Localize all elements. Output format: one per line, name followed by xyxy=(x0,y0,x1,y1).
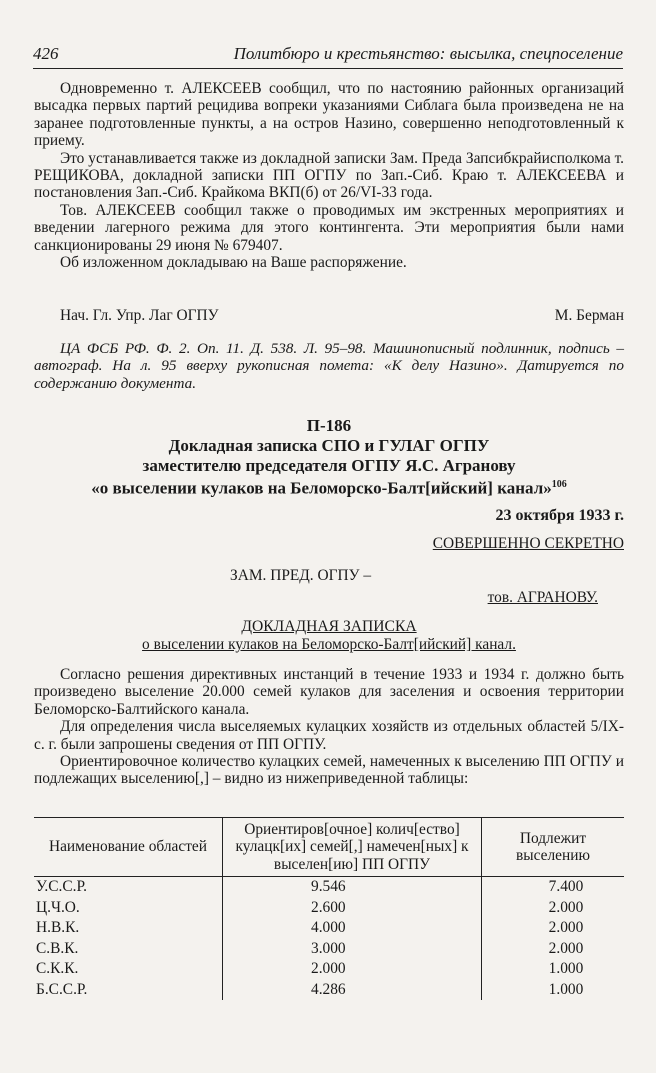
document-date: 23 октября 1933 г. xyxy=(495,507,624,524)
cell-to-evict: 2.000 xyxy=(548,919,584,937)
table-row xyxy=(34,980,624,1001)
document-title-line-3 xyxy=(34,475,624,498)
table-row xyxy=(34,877,624,898)
evictions-table xyxy=(34,817,624,1000)
top-text-block xyxy=(34,80,624,271)
cell-to-evict: 2.000 xyxy=(548,898,584,916)
cell-estimated: 3.000 xyxy=(223,939,482,960)
document-title xyxy=(34,436,624,498)
cell-estimated: 2.600 xyxy=(223,898,482,919)
table-row xyxy=(34,939,624,960)
header-estimated-count: Ориентиров[очное] колич[ество] кулацк[их] семей[,] намечен[ных] к выселен[ию] ПП ОГПУ xyxy=(223,818,482,877)
cell-region: С.К.К. xyxy=(36,960,79,978)
running-title: Политбюро и крестьянство: высылка, спецпоселение xyxy=(233,44,623,63)
memo-title: ДОКЛАДНАЯ ЗАПИСКА xyxy=(241,618,417,635)
table-row xyxy=(34,918,624,939)
paragraph: Одновременно т. АЛЕКСЕЕВ сообщил, что по настоянию районных организаций высадка первых партий рецидива вопреки указаниями Сиблага была произведена не на заранее подготовленные пункты, а на остров Назино, совершенно неподготовленный к приему. xyxy=(34,80,624,150)
body-text-block xyxy=(34,666,624,788)
cell-region: У.С.С.Р. xyxy=(36,878,87,896)
header-region: Наименование областей xyxy=(34,818,223,877)
signature-line xyxy=(60,307,624,325)
signature-position: Нач. Гл. Упр. Лаг ОГПУ xyxy=(60,307,219,324)
cell-region: С.В.К. xyxy=(36,939,79,957)
cell-estimated: 9.546 xyxy=(223,877,482,898)
paragraph: Об изложенном докладываю на Ваше распоряжение. xyxy=(60,254,407,272)
document-title-line: Докладная записка СПО и ГУЛАГ ОГПУ xyxy=(168,436,490,455)
paragraph: Согласно решения директивных инстанций в течение 1933 и 1934 г. должно быть произведено выселение 20.000 семей кулаков для заселения и освоения территории Беломорско-Балтийского канала. xyxy=(34,666,624,718)
paragraph: Это устанавливается также из докладной записки Зам. Преда Запсибкрайисполкома т. РЕЩИКОВА, докладной записки ПП ОГПУ по Зап.-Сиб. Краю т. АЛЕКСЕЕВА и постановления Зап.-Сиб. Крайкома ВКП(б) от 26/VI-33 года. xyxy=(34,149,624,202)
cell-estimated: 4.000 xyxy=(223,918,482,939)
table-row xyxy=(34,898,624,919)
cell-to-evict: 1.000 xyxy=(548,980,584,998)
secrecy-stamp: СОВЕРШЕННО СЕКРЕТНО xyxy=(432,535,624,552)
addressee-name: тов. АГРАНОВУ. xyxy=(487,589,598,606)
cell-to-evict: 7.400 xyxy=(548,878,584,896)
memo-subtitle: о выселении кулаков на Беломорско-Балт[ийский] канал. xyxy=(142,636,516,653)
page-number: 426 xyxy=(33,44,59,63)
archive-note: ЦА ФСБ РФ. Ф. 2. Оп. 11. Д. 538. Л. 95–98. Машинописный подлинник, подпись – автограф. На л. 95 вверху рукописная помета: «К делу Назино». Датируется по содержанию документа. xyxy=(34,340,624,392)
signature-name: М. Берман xyxy=(554,307,624,324)
document-title-line: «о выселении кулаков на Беломорско-Балт[ийский] канал» xyxy=(91,478,552,498)
table-row xyxy=(34,959,624,980)
document-title-line: заместителю председателя ОГПУ Я.С. Агранову xyxy=(142,455,516,475)
page-header xyxy=(33,42,623,69)
cell-region: Ц.Ч.О. xyxy=(36,898,80,916)
cell-estimated: 4.286 xyxy=(223,980,482,1001)
paragraph: Для определения числа выселяемых кулацких хозяйств из отдельных областей 5/IX-с. г. были запрошены сведения от ПП ОГПУ. xyxy=(34,718,624,753)
paragraph: Ориентировочное количество кулацких семей, намеченных к выселению ПП ОГПУ и подлежащих выселению[,] – видно из нижеприведенной таблицы: xyxy=(34,753,624,788)
table-header-row xyxy=(34,818,624,877)
paragraph: Тов. АЛЕКСЕЕВ сообщил также о проводимых им экстренных мероприятиях и введении лагерного режима для этого контингента. Эти мероприятия были нами санкционированы 29 июня № 679407. xyxy=(34,201,624,254)
cell-region: Н.В.К. xyxy=(36,919,80,937)
addressee-title: ЗАМ. ПРЕД. ОГПУ – xyxy=(230,567,372,584)
cell-to-evict: 1.000 xyxy=(548,960,584,978)
cell-region: Б.С.С.Р. xyxy=(36,980,88,998)
cell-estimated: 2.000 xyxy=(223,959,482,980)
cell-to-evict: 2.000 xyxy=(548,939,584,957)
document-number: П-186 xyxy=(306,416,352,435)
footnote-reference: 106 xyxy=(551,479,567,490)
header-to-evict: Подлежит выселению xyxy=(482,818,625,877)
